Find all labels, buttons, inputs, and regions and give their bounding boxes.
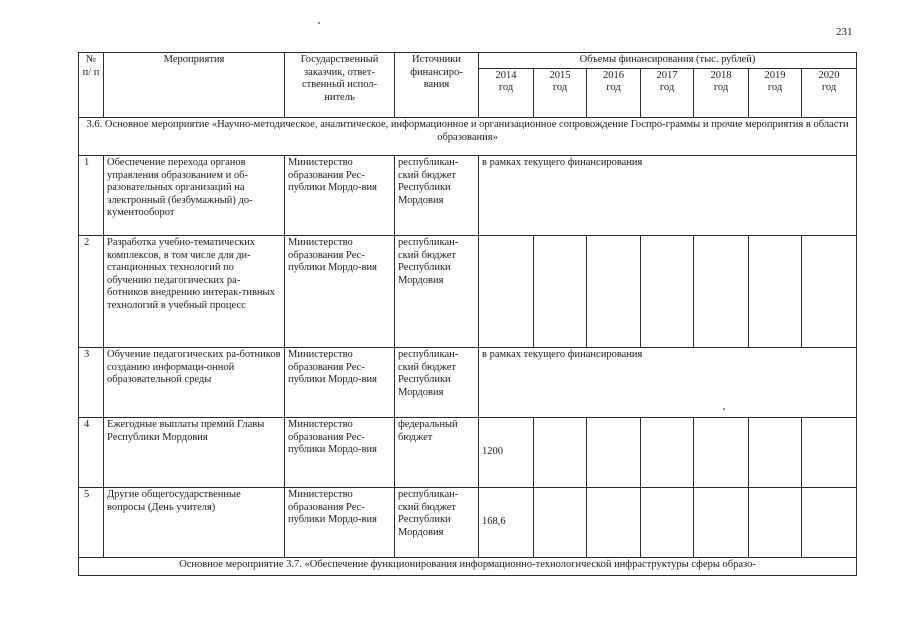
cell-2018 xyxy=(694,236,749,348)
row-customer: Министерство образования Рес-публики Мордо-вия xyxy=(285,236,395,348)
cell-2016 xyxy=(587,418,641,488)
col-header-customer: Государственный заказчик, ответ-ственный испол-нитель xyxy=(285,53,395,118)
section-row xyxy=(79,118,857,156)
scan-speck xyxy=(318,22,320,24)
row-activity: Ежегодные выплаты премий Главы Республики Мордовия xyxy=(104,418,285,488)
row-activity: Обеспечение перехода органов управления образованием и об-разовательных организаций на электронный (безбумажный) до-кументооборот xyxy=(104,156,285,236)
row-customer: Министерство образования Рес-публики Мордо-вия xyxy=(285,156,395,236)
funding-table xyxy=(78,52,857,576)
year-header-2014: 2014 год xyxy=(479,68,534,117)
row-number: 2 xyxy=(79,236,104,348)
col-header-sources: Источники финансиро-вания xyxy=(395,53,479,118)
table-row xyxy=(79,348,857,418)
table-row xyxy=(79,488,857,558)
cell-2019 xyxy=(749,236,802,348)
row-number: 5 xyxy=(79,488,104,558)
year-header-2015: 2015 год xyxy=(534,68,587,117)
cell-2019 xyxy=(749,488,802,558)
row-activity: Другие общегосударственные вопросы (День учителя) xyxy=(104,488,285,558)
row-source: республикан-ский бюджет Республики Мордовия xyxy=(395,348,479,418)
row-activity: Разработка учебно-тематических комплексов, в том числе для ди-станционных технологий по обучению педагогических ра-ботников внедрению интерак-тивных технологий в учебный процесс xyxy=(104,236,285,348)
cell-2018 xyxy=(694,418,749,488)
year-header-2019: 2019 год xyxy=(749,68,802,117)
table-row xyxy=(79,236,857,348)
cell-2019 xyxy=(749,418,802,488)
col-header-num: № п/ п xyxy=(79,53,104,118)
scan-speck xyxy=(723,408,725,410)
section-title: 3.6. Основное мероприятие «Научно-методическое, аналитическое, информационное и организационное сопровождение Госпро-граммы и прочие мероприятия в области образования» xyxy=(79,118,857,156)
year-header-2016: 2016 год xyxy=(587,68,641,117)
row-activity: Обучение педагогических ра-ботников созданию информаци-онной образовательной среды xyxy=(104,348,285,418)
cell-2020 xyxy=(802,488,857,558)
table-row xyxy=(79,418,857,488)
row-number: 3 xyxy=(79,348,104,418)
cell-2014: 168,6 xyxy=(479,488,534,558)
cell-2020 xyxy=(802,418,857,488)
cell-2015 xyxy=(534,418,587,488)
row-source: республикан-ский бюджет Республики Мордовия xyxy=(395,236,479,348)
cell-2016 xyxy=(587,236,641,348)
row-source: федеральный бюджет xyxy=(395,418,479,488)
cell-2020 xyxy=(802,236,857,348)
year-header-2018: 2018 год xyxy=(694,68,749,117)
cell-2017 xyxy=(641,488,694,558)
row-customer: Министерство образования Рес-публики Мордо-вия xyxy=(285,418,395,488)
footer-section-row xyxy=(79,558,857,576)
cell-2016 xyxy=(587,488,641,558)
row-number: 4 xyxy=(79,418,104,488)
cell-2014 xyxy=(479,236,534,348)
row-funding-note: в рамках текущего финансирования xyxy=(479,348,857,418)
row-number: 1 xyxy=(79,156,104,236)
row-funding-note: в рамках текущего финансирования xyxy=(479,156,857,236)
row-source: республикан-ский бюджет Республики Мордовия xyxy=(395,488,479,558)
cell-2018 xyxy=(694,488,749,558)
cell-2017 xyxy=(641,236,694,348)
cell-2014: 1200 xyxy=(479,418,534,488)
row-source: республикан-ский бюджет Республики Мордовия xyxy=(395,156,479,236)
page-number: 231 xyxy=(836,26,853,38)
footer-section-title: Основное мероприятие 3.7. «Обеспечение функционирования информационно-технологической инфраструктуры сферы образо- xyxy=(79,558,857,576)
cell-2015 xyxy=(534,488,587,558)
col-header-funding: Объемы финансирования (тыс. рублей) xyxy=(479,53,857,69)
year-header-2020: 2020 год xyxy=(802,68,857,117)
row-customer: Министерство образования Рес-публики Мордо-вия xyxy=(285,488,395,558)
year-header-2017: 2017 год xyxy=(641,68,694,117)
cell-2015 xyxy=(534,236,587,348)
cell-2017 xyxy=(641,418,694,488)
col-header-activities: Мероприятия xyxy=(104,53,285,118)
row-customer: Министерство образования Рес-публики Мордо-вия xyxy=(285,348,395,418)
header-row xyxy=(79,53,857,69)
table-row xyxy=(79,156,857,236)
